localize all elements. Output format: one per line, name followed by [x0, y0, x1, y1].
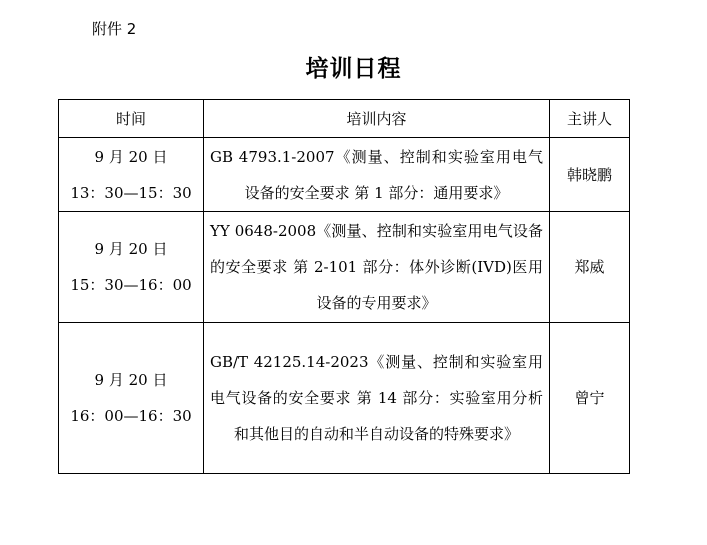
table-row	[59, 138, 630, 212]
speaker-cell: 韩晓鹏	[550, 138, 630, 212]
attachment-label: 附件 2	[92, 20, 137, 38]
session-time: 15：30—16：00	[70, 276, 192, 294]
header-speaker: 主讲人	[550, 100, 630, 138]
time-cell	[59, 323, 204, 474]
content-cell: YY 0648-2008《测量、控制和实验室用电气设备的安全要求 第 2-101 部分：体外诊断(IVD)医用设备的专用要求》	[204, 212, 550, 323]
session-date: 9 月 20 日	[94, 240, 168, 258]
session-time: 13：30—15：30	[70, 183, 192, 202]
session-date: 9 月 20 日	[94, 147, 168, 166]
header-content: 培训内容	[204, 100, 550, 138]
schedule-table	[58, 99, 630, 474]
table-row	[59, 212, 630, 323]
time-cell	[59, 138, 204, 212]
content-cell: GB 4793.1-2007《测量、控制和实验室用电气设备的安全要求 第 1 部分：通用要求》	[204, 138, 550, 212]
session-time: 16：00—16：30	[70, 407, 192, 425]
table-header-row	[59, 100, 630, 138]
page-title: 培训日程	[305, 56, 402, 82]
table-row	[59, 323, 630, 474]
session-date: 9 月 20 日	[94, 371, 168, 389]
header-time: 时间	[59, 100, 204, 138]
time-cell	[59, 212, 204, 323]
speaker-cell: 曾宁	[550, 323, 630, 474]
speaker-cell: 郑威	[550, 212, 630, 323]
content-cell: GB/T 42125.14-2023《测量、控制和实验室用电气设备的安全要求 第 14 部分：实验室用分析和其他目的自动和半自动设备的特殊要求》	[204, 323, 550, 474]
